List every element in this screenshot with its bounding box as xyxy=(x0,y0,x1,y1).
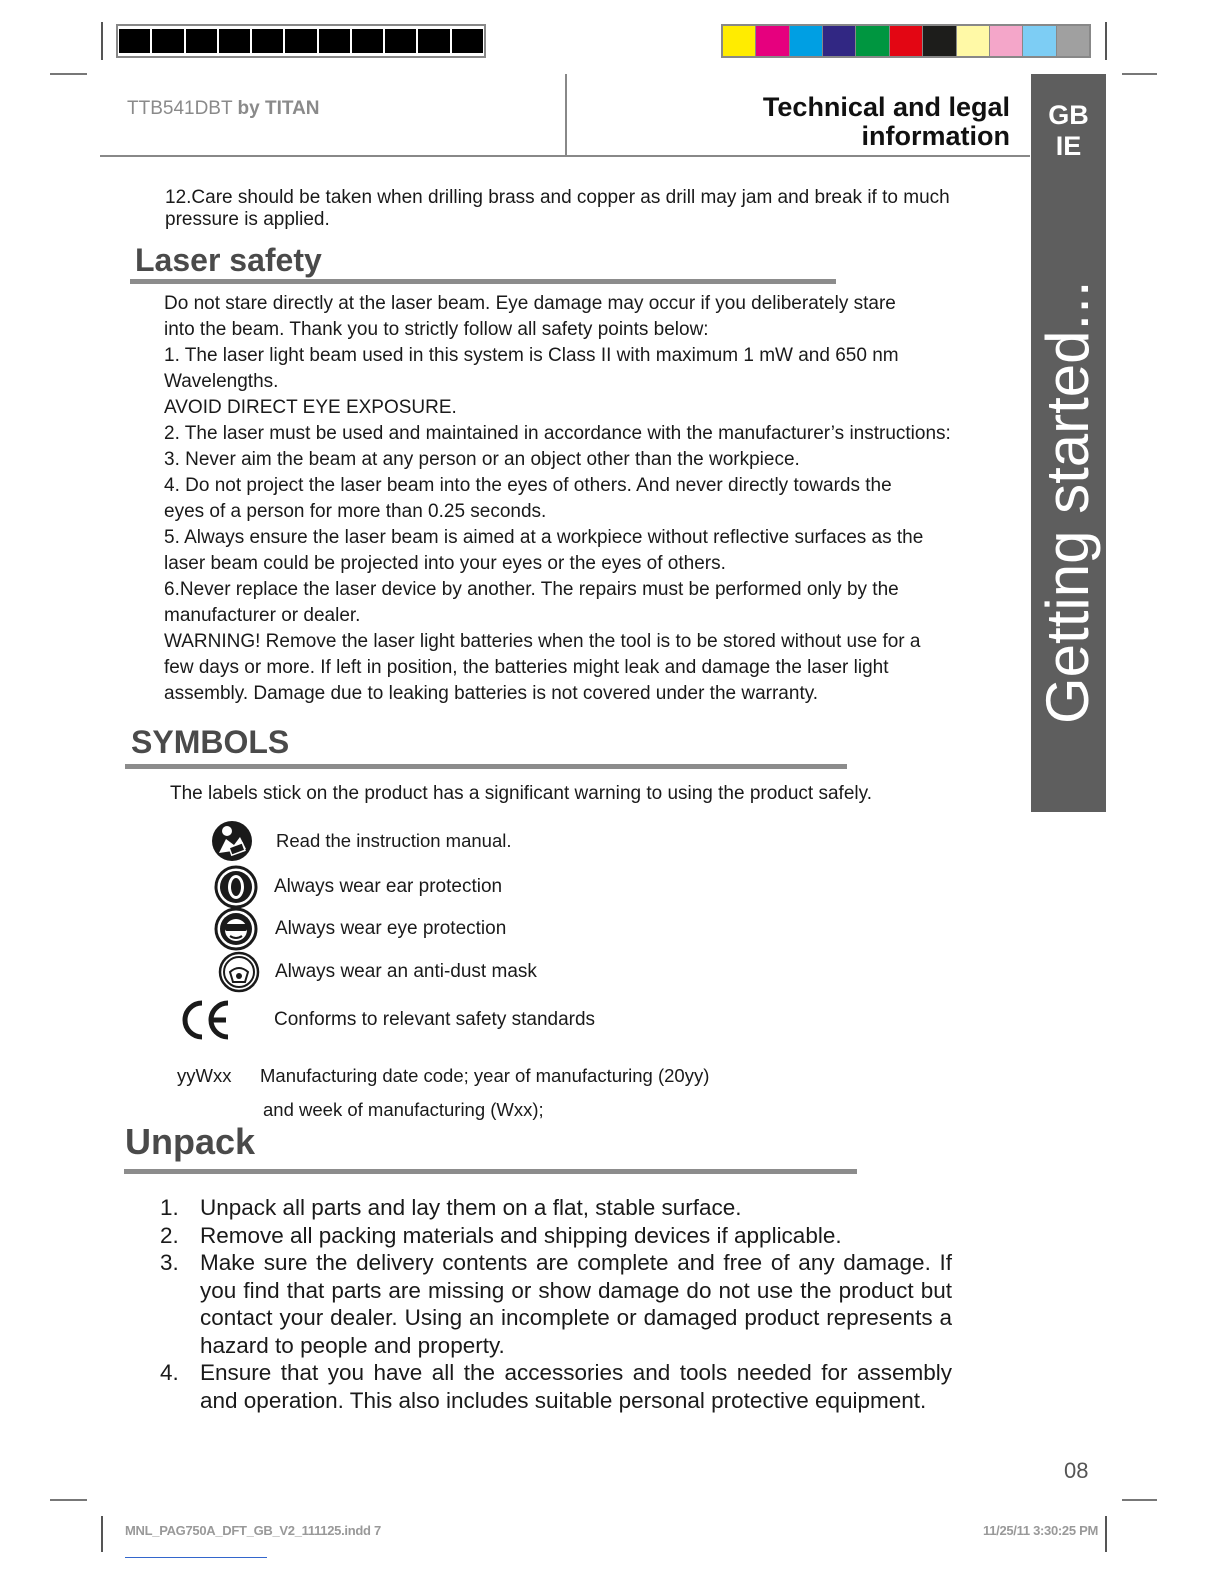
symbol-text: Conforms to relevant safety standards xyxy=(274,1009,596,1030)
date-code-line2: and week of manufacturing (Wxx); xyxy=(263,1099,544,1120)
color-swatch xyxy=(723,26,756,56)
crop-mark xyxy=(1122,73,1157,75)
list-text: Unpack all parts and lay them on a flat, stable surface. xyxy=(200,1195,742,1220)
color-swatch xyxy=(990,26,1023,56)
section-label: Getting started... xyxy=(1034,280,1101,724)
color-swatch xyxy=(890,26,923,56)
crop-mark xyxy=(101,22,103,60)
symbol-row xyxy=(214,907,506,951)
read-manual-icon xyxy=(210,819,254,863)
page-number: 08 xyxy=(1064,1458,1089,1483)
language-gb: GB xyxy=(1048,100,1089,130)
list-item xyxy=(160,1249,952,1359)
header-rule xyxy=(100,155,1030,157)
unpack-rule xyxy=(124,1169,857,1174)
registration-color-bar xyxy=(721,24,1091,58)
laser-line: few days or more. If left in position, the batteries might leak and damage the laser light xyxy=(164,657,889,678)
date-code-line1: Manufacturing date code; year of manufacturing (20yy) xyxy=(260,1065,710,1086)
list-item xyxy=(160,1222,952,1250)
symbol-row xyxy=(180,998,595,1042)
list-number: 3. xyxy=(160,1250,179,1275)
laser-line: Wavelengths. xyxy=(164,371,279,392)
model-number: TTB541DBT xyxy=(127,98,233,119)
symbol-row xyxy=(210,819,512,863)
symbols-heading: SYMBOLS xyxy=(131,724,290,760)
laser-line: 2. The laser must be used and maintained in accordance with the manufacturer’s instructions: xyxy=(164,423,951,444)
symbol-text: Read the instruction manual. xyxy=(276,830,512,851)
unpack-heading: Unpack xyxy=(125,1121,256,1162)
laser-line: assembly. Damage due to leaking batteries is not covered under the warranty. xyxy=(164,683,819,704)
side-tab xyxy=(1031,74,1106,812)
date-code-label: yyWxx xyxy=(177,1065,232,1086)
symbol-row xyxy=(217,950,537,994)
list-text: Ensure that you have all the accessories and tools needed for assembly and operation. This also includes suitable personal protective equipment. xyxy=(200,1360,952,1413)
eye-protection-icon xyxy=(214,907,258,951)
laser-safety-rule xyxy=(130,279,836,284)
page-title xyxy=(763,93,1010,151)
color-swatch xyxy=(823,26,856,56)
laser-safety-heading: Laser safety xyxy=(135,242,322,278)
symbol-text: Always wear an anti-dust mask xyxy=(275,961,537,982)
laser-line: WARNING! Remove the laser light batteries when the tool is to be stored without use for a xyxy=(164,631,921,652)
laser-line: 3. Never aim the beam at any person or an object other than the workpiece. xyxy=(164,449,800,470)
unpack-list xyxy=(160,1194,952,1414)
laser-line: manufacturer or dealer. xyxy=(164,605,361,626)
crop-mark xyxy=(1105,22,1107,60)
ce-mark-icon xyxy=(180,998,232,1042)
crop-mark xyxy=(50,73,87,75)
laser-line: into the beam. Thank you to strictly follow all safety points below: xyxy=(164,319,709,340)
laser-line: laser beam could be projected into your eyes or the eyes of others. xyxy=(164,553,726,574)
footer-file: MNL_PAG750A_DFT_GB_V2_111125.indd 7 xyxy=(125,1523,381,1538)
laser-line: eyes of a person for more than 0.25 seconds. xyxy=(164,501,547,522)
intro-item: 12.Care should be taken when drilling brass and copper as drill may jam and break if to much pressure is applied. xyxy=(165,187,950,230)
dust-mask-icon xyxy=(217,950,261,994)
color-swatch xyxy=(856,26,889,56)
list-text: Make sure the delivery contents are complete and free of any damage. If you find that parts are missing or show damage do not use the product but contact your dealer. Using an incomplete or damaged product represents a hazard to people and property. xyxy=(200,1250,952,1358)
list-item xyxy=(160,1194,952,1222)
symbol-text: Always wear ear protection xyxy=(274,876,503,897)
laser-line: Do not stare directly at the laser beam. Eye damage may occur if you deliberately stare xyxy=(164,293,896,314)
color-swatch xyxy=(790,26,823,56)
color-swatch xyxy=(923,26,956,56)
language-ie: IE xyxy=(1055,131,1082,161)
symbol-row xyxy=(214,865,502,909)
laser-line: 6.Never replace the laser device by another. The repairs must be performed only by the xyxy=(164,579,899,600)
list-item xyxy=(160,1359,952,1414)
footer-underline xyxy=(125,1557,267,1558)
brand-name: by TITAN xyxy=(237,98,320,119)
header-divider xyxy=(565,74,567,156)
list-number: 4. xyxy=(160,1360,179,1385)
laser-line: 1. The laser light beam used in this system is Class II with maximum 1 mW and 650 nm xyxy=(164,345,899,366)
crop-mark xyxy=(1105,1516,1107,1552)
laser-line: 5. Always ensure the laser beam is aimed at a workpiece without reflective surfaces as the xyxy=(164,527,924,548)
crop-mark xyxy=(50,1499,87,1501)
list-number: 2. xyxy=(160,1222,179,1248)
page-title-line1: Technical and legal xyxy=(762,92,1010,122)
crop-mark xyxy=(101,1516,103,1552)
color-swatch xyxy=(957,26,990,56)
symbols-intro: The labels stick on the product has a significant warning to using the product safely. xyxy=(170,783,872,804)
color-swatch xyxy=(1023,26,1056,56)
list-number: 1. xyxy=(160,1195,179,1220)
laser-line: 4. Do not project the laser beam into the eyes of others. And never directly towards the xyxy=(164,475,892,496)
laser-safety-body xyxy=(164,291,994,707)
laser-line: AVOID DIRECT EYE EXPOSURE. xyxy=(164,397,457,418)
page-title-line2: information xyxy=(861,121,1010,151)
color-swatch xyxy=(1057,26,1089,56)
ear-protection-icon xyxy=(214,865,258,909)
header-brand xyxy=(127,98,320,120)
registration-black-bar xyxy=(116,24,486,58)
symbols-rule xyxy=(125,764,847,769)
language-codes xyxy=(1031,100,1106,162)
crop-mark xyxy=(1122,1499,1157,1501)
color-swatch xyxy=(756,26,789,56)
list-text: Remove all packing materials and shipping devices if applicable. xyxy=(200,1222,842,1248)
symbol-text: Always wear eye protection xyxy=(275,918,507,939)
footer-timestamp: 11/25/11 3:30:25 PM xyxy=(982,1523,1098,1538)
